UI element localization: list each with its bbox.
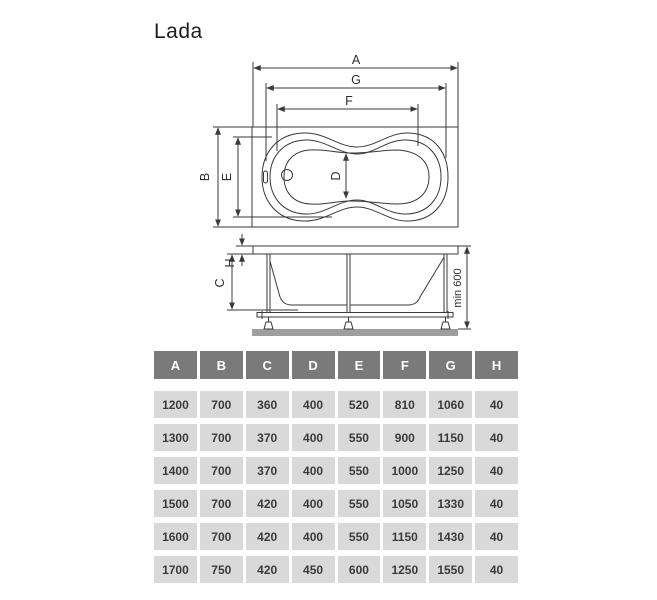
tub-side-profile: [268, 254, 446, 305]
table-row: [154, 523, 518, 550]
dim-f-label: F: [345, 94, 353, 108]
product-title: Lada: [154, 20, 203, 43]
table-body: [154, 391, 518, 583]
table-cell: 810: [383, 391, 426, 418]
frame-leg-right: [444, 254, 447, 316]
table-header-row: [154, 351, 518, 379]
dim-h-label: H: [223, 258, 237, 268]
table-cell: 520: [338, 391, 381, 418]
table-cell: 370: [246, 424, 289, 451]
table-cell: 700: [200, 490, 243, 517]
table-cell: 40: [475, 490, 518, 517]
table-cell: 400: [292, 523, 335, 550]
table-row: [154, 457, 518, 484]
table-cell: 1060: [429, 391, 472, 418]
table-header-cell-h: H: [475, 351, 518, 379]
table-cell: 1250: [429, 457, 472, 484]
table-header-cell-f: F: [383, 351, 426, 379]
dim-b-label: B: [198, 172, 212, 182]
foot-left: [264, 317, 273, 329]
table-cell: 700: [200, 523, 243, 550]
table-cell: 40: [475, 391, 518, 418]
dim-d-label: D: [329, 171, 343, 181]
table-cell: 40: [475, 523, 518, 550]
table-cell: 1200: [154, 391, 197, 418]
frame-leg-left: [267, 254, 270, 316]
frame-leg-middle: [347, 254, 350, 316]
table-cell: 1550: [429, 556, 472, 583]
table-cell: 1500: [154, 490, 197, 517]
table-cell: 1600: [154, 523, 197, 550]
side-view: [227, 234, 471, 336]
foot-right: [441, 317, 450, 329]
table-cell: 550: [338, 490, 381, 517]
dim-min-height-label: min 600: [452, 268, 464, 308]
table-cell: 1700: [154, 556, 197, 583]
table-cell: 1300: [154, 424, 197, 451]
table-header-cell-c: C: [246, 351, 289, 379]
table-cell: 400: [292, 457, 335, 484]
frame-bottom-rail: [257, 313, 453, 318]
table-cell: 550: [338, 523, 381, 550]
table-cell: 1250: [383, 556, 426, 583]
table-cell: 420: [246, 556, 289, 583]
table-cell: 700: [200, 457, 243, 484]
drain-circle: [282, 170, 293, 181]
foot-middle: [344, 317, 353, 329]
table-cell: 1400: [154, 457, 197, 484]
deck-rectangle: [252, 127, 458, 227]
table-cell: 700: [200, 424, 243, 451]
tub-inner-bowl: [284, 150, 429, 204]
table-cell: 1430: [429, 523, 472, 550]
table-cell: 700: [200, 391, 243, 418]
table-cell: 40: [475, 556, 518, 583]
table-cell: 400: [292, 490, 335, 517]
table-header-cell-e: E: [338, 351, 381, 379]
table-cell: 420: [246, 490, 289, 517]
table-cell: 420: [246, 523, 289, 550]
table-cell: 400: [292, 424, 335, 451]
dim-c-label: C: [213, 278, 227, 288]
table-cell: 360: [246, 391, 289, 418]
table-cell: 600: [338, 556, 381, 583]
dim-g-label: G: [351, 73, 361, 87]
table-cell: 1150: [429, 424, 472, 451]
table-cell: 1150: [383, 523, 426, 550]
table-cell: 1050: [383, 490, 426, 517]
table-cell: 1330: [429, 490, 472, 517]
table-header-cell-a: A: [154, 351, 197, 379]
table-cell: 370: [246, 457, 289, 484]
table-cell: 400: [292, 391, 335, 418]
table-cell: 1000: [383, 457, 426, 484]
table-cell: 900: [383, 424, 426, 451]
table-cell: 550: [338, 457, 381, 484]
table-cell: 450: [292, 556, 335, 583]
table-row: [154, 391, 518, 418]
table-header-cell-d: D: [292, 351, 335, 379]
tub-rim-inner-edge: [270, 140, 441, 214]
dim-a-label: A: [351, 53, 361, 67]
table-row: [154, 424, 518, 451]
overflow-outline: [264, 171, 268, 183]
dimensions-table: [154, 351, 518, 589]
table-cell: 40: [475, 457, 518, 484]
ground-bar: [252, 329, 458, 336]
top-view: [213, 62, 458, 227]
table-row: [154, 556, 518, 583]
table-cell: 750: [200, 556, 243, 583]
table-row: [154, 490, 518, 517]
table-cell: 40: [475, 424, 518, 451]
table-header-cell-g: G: [429, 351, 472, 379]
dim-e-label: E: [220, 172, 234, 182]
table-header-cell-b: B: [200, 351, 243, 379]
rim-bar: [253, 246, 458, 254]
tub-outer-shell: [262, 133, 448, 221]
table-cell: 550: [338, 424, 381, 451]
